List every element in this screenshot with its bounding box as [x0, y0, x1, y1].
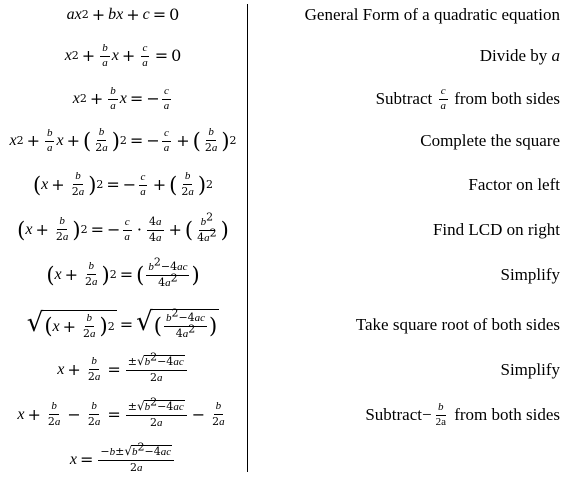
- step-note-7: [500, 255, 560, 295]
- step-note-2-text: Divide by: [479, 46, 548, 65]
- step-note-10: [365, 395, 560, 435]
- step-note-5: [468, 165, 560, 205]
- equation-general-form: ax 2 + bx + c = 0: [66, 5, 180, 24]
- step-note-3-prefix: Subtract: [375, 89, 433, 108]
- equation-factor-left: ( x + $\frac{b}{2a}$ ) 2 = − $\frac{c}{a}$ + ( $\frac{b}{2a}$ ) 2: [32, 170, 214, 198]
- step-note-10-suffix: from both sides: [454, 405, 560, 424]
- equation-subtract-c-over-a: x 2 + $\frac{b}{a}$ x = − $\frac{c}{a}$: [72, 84, 170, 112]
- step-note-4-text: Complete the square: [420, 131, 560, 150]
- derivation-step-6: [0, 210, 574, 250]
- step-note-3: [376, 79, 560, 119]
- equation-square-root: √ ( x + $\frac{b}{2a}$ ) 2 = √ ( $\frac{b^2-4ac}{4a^2}$ ): [26, 306, 218, 340]
- step-note-5-text: Factor on left: [468, 175, 560, 194]
- equation-simplify-root: x + $\frac{b}{2a}$ = ± √ $b^2-4ac$ 2a: [0, 350, 246, 390]
- step-note-3-fraction: $\frac{c}{a}$: [440, 84, 446, 112]
- step-note-6-text: Find LCD on right: [432, 220, 560, 239]
- equation-complete-square: x 2 + $\frac{b}{a}$ x + ( $\frac{b}{2a}$ ) 2 = − $\frac{c}{a}$ + ( $\frac{b}{2a}$ ) 2: [9, 126, 237, 154]
- step-note-10-prefix: Subtract: [365, 405, 422, 424]
- derivation-step-1: [0, 0, 574, 35]
- derivation-step-9: [0, 350, 574, 390]
- derivation-step-8: [0, 305, 574, 345]
- step-note-8: [356, 305, 560, 345]
- step-note-1-text: General Form of a quadratic equation: [304, 5, 560, 24]
- derivation-step-3: [0, 79, 574, 119]
- step-note-2: [480, 36, 560, 76]
- equation-subtract-b-over-2a: x + $\frac{b}{2a}$ − $\frac{b}{2a}$ = ± √ $b^2-4ac$ 2a − $\frac{b}{2a}$: [17, 395, 225, 429]
- step-note-10-sign: −: [421, 405, 432, 424]
- step-note-8-text: Take square root of both sides: [355, 315, 560, 334]
- derivation-step-5: [0, 165, 574, 205]
- derivation-step-4: [0, 121, 574, 161]
- step-note-6: [433, 210, 560, 250]
- step-note-4: [420, 121, 560, 161]
- step-note-2-variable: a: [551, 46, 560, 65]
- step-note-3-suffix: from both sides: [454, 89, 560, 108]
- derivation-step-11: [0, 440, 574, 480]
- equation-find-lcd: ( x + $\frac{b}{2a}$ ) 2 = − $\frac{c}{a}$ · $\frac{4a}{4a}$ + ( $\frac{b^2}{4a^2}$ ): [17, 210, 229, 244]
- derivation-step-7: [0, 255, 574, 295]
- step-note-1: [305, 0, 560, 35]
- equation-quadratic-formula: x = −b± √ $b^2-4ac$ 2a: [0, 440, 246, 480]
- step-note-9: [500, 350, 560, 390]
- derivation-step-10: [0, 395, 574, 435]
- equation-simplify-right: ( x + $\frac{b}{2a}$ ) 2 = ( $\frac{b^2-4ac}{4a^2}$ ): [46, 255, 200, 289]
- equation-divide-by-a: x 2 + $\frac{b}{a}$ x + $\frac{c}{a}$ = 0: [64, 41, 182, 69]
- step-note-10-fraction: $\frac{b}{2a}$: [435, 400, 446, 428]
- step-note-7-text: Simplify: [500, 265, 560, 284]
- derivation-step-2: [0, 36, 574, 76]
- step-note-9-text: Simplify: [500, 360, 560, 379]
